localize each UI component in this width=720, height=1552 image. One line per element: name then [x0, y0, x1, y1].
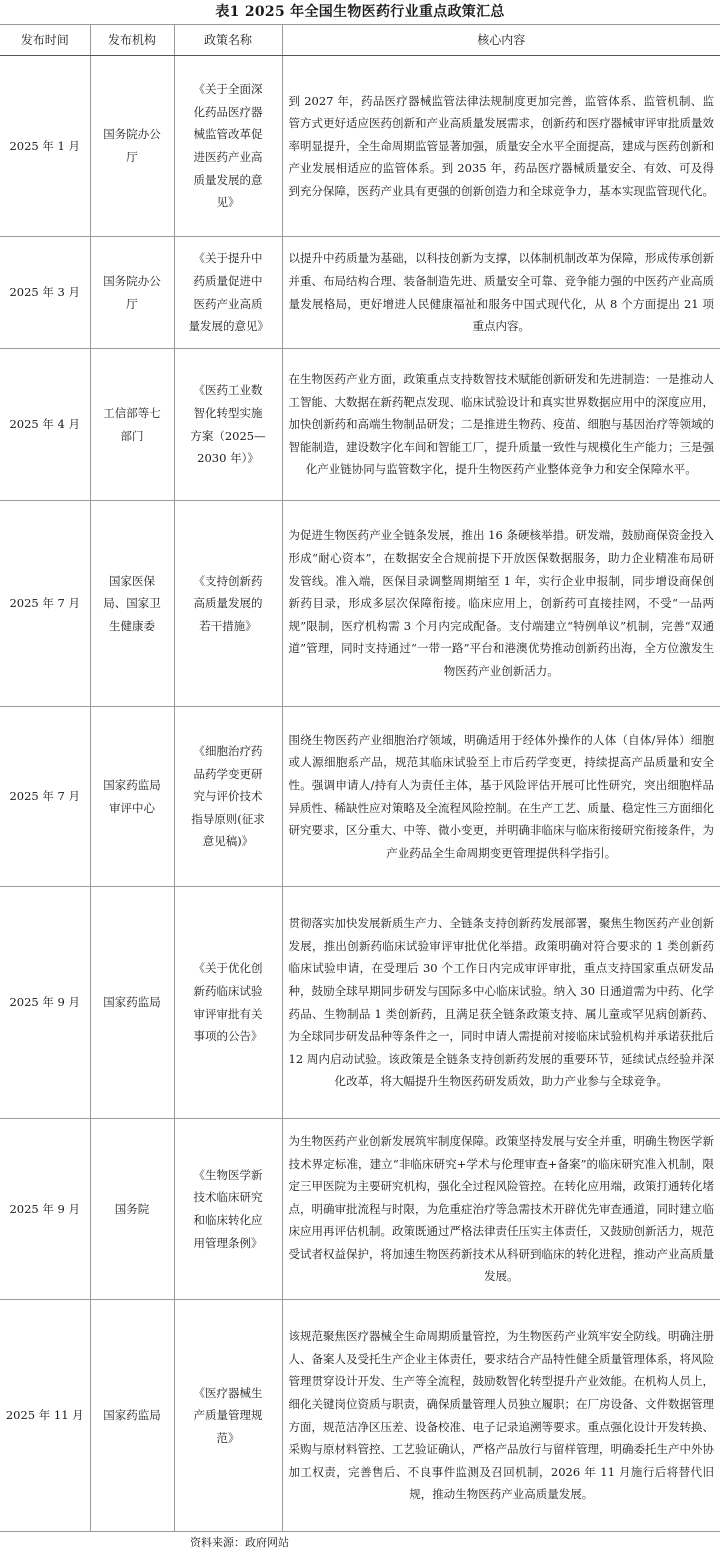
cell-policy-name: 《支持创新药高质量发展的若干措施》	[174, 501, 282, 707]
policy-table	[0, 24, 720, 1532]
cell-date: 2025 年 4 月	[0, 349, 90, 501]
cell-date: 2025 年 9 月	[0, 887, 90, 1119]
table-row	[0, 56, 720, 237]
table-row	[0, 1300, 720, 1532]
cell-policy-name: 《关于优化创新药临床试验审评审批有关事项的公告》	[174, 887, 282, 1119]
cell-org: 国家医保局、国家卫生健康委	[90, 501, 174, 707]
header-row	[0, 25, 720, 56]
cell-policy-name: 《生物医学新技术临床研究和临床转化应用管理条例》	[174, 1119, 282, 1300]
cell-org: 国家药监局审评中心	[90, 707, 174, 887]
header-content: 核心内容	[282, 25, 720, 56]
cell-date: 2025 年 7 月	[0, 501, 90, 707]
cell-content: 在生物医药产业方面，政策重点支持数智技术赋能创新研发和先进制造：一是推动人工智能、大数据在新药靶点发现、临床试验设计和真实世界数据应用中的深度应用，加快创新药和高端生物制品研发；二是推进生物药、疫苗、细胞与基因治疗等领域的智能制造，建设数字化车间和智能工厂，提升质量一致性与规模化生产能力；三是强化产业链协同与监管数字化，提升生物医药产业整体竞争力和安全保障水平。	[282, 349, 720, 501]
cell-org: 国务院办公厅	[90, 56, 174, 237]
cell-org: 工信部等七部门	[90, 349, 174, 501]
cell-policy-name: 《细胞治疗药品药学变更研究与评价技术指导原则(征求意见稿)》	[174, 707, 282, 887]
table-row	[0, 887, 720, 1119]
cell-date: 2025 年 1 月	[0, 56, 90, 237]
cell-policy-name: 《医药工业数智化转型实施方案（2025—2030 年）》	[174, 349, 282, 501]
cell-policy-name: 《关于全面深化药品医疗器械监管改革促进医药产业高质量发展的意见》	[174, 56, 282, 237]
cell-policy-name: 《医疗器械生产质量管理规范》	[174, 1300, 282, 1532]
cell-date: 2025 年 11 月	[0, 1300, 90, 1532]
cell-org: 国家药监局	[90, 887, 174, 1119]
cell-content: 贯彻落实加快发展新质生产力、全链条支持创新药发展部署，聚焦生物医药产业创新发展，推出创新药临床试验审评审批优化举措。政策明确对符合要求的 1 类创新药临床试验申请，在受理后 30 个工作日内完成审评审批，重点支持国家重点研发品种，鼓励全球早期同步研发与国际多中心临床试验。纳入 30 日通道需为中药、化学药品、生物制品 1 类创新药，且满足获全链条政策支持、属儿童或罕见病创新药、为全球同步研发品种等条件之一，同时申请人需提前对接临床试验机构并承诺获批后 12 周内启动试验。该政策是全链条支持创新药发展的重要环节，延续试点经验并深化改革，将大幅提升生物医药研发质效，助力产业参与全球竞争。	[282, 887, 720, 1119]
cell-policy-name: 《关于提升中药质量促进中医药产业高质量发展的意见》	[174, 237, 282, 349]
cell-org: 国家药监局	[90, 1300, 174, 1532]
cell-content: 为促进生物医药产业全链条发展，推出 16 条硬核举措。研发端，鼓励商保资金投入形成“耐心资本”，在数据安全合规前提下开放医保数据服务，助力企业精准布局研发管线。准入端，医保目录调整周期缩至 1 年，实行企业申报制，同步增设商保创新药目录，形成多层次保障衔接。临床应用上，创新药可直接挂网，不受“一品两规”限制，医疗机构需 3 个月内完成配备。支付端建立“特例单议”机制，完善“双通道”管理，同时支持通过“一带一路”平台和港澳优势推动创新药出海，全方位激发生物医药产业创新活力。	[282, 501, 720, 707]
cell-content: 围绕生物医药产业细胞治疗领域，明确适用于经体外操作的人体（自体/异体）细胞或人源细胞系产品，规范其临床试验至上市后药学变更，持续提高产品质量和安全性。强调申请人/持有人为责任主体，基于风险评估开展可比性研究，突出细胞样品异质性、稀缺性应对策略及全流程风险控制。在生产工艺、质量、稳定性三方面细化研究要求，区分重大、中等、微小变更，并明确非临床与临床衔接研究衔接条件，为产业药品全生命周期变更管理提供科学指引。	[282, 707, 720, 887]
table-row	[0, 349, 720, 501]
header-date: 发布时间	[0, 25, 90, 56]
cell-org: 国务院	[90, 1119, 174, 1300]
cell-date: 2025 年 7 月	[0, 707, 90, 887]
cell-content: 为生物医药产业创新发展筑牢制度保障。政策坚持发展与安全并重，明确生物医学新技术界定标准，建立“非临床研究+学术与伦理审查+备案”的临床研究准入机制，限定三甲医院为主要研究机构，强化全过程风险管控。在转化应用端，政策打通转化堵点，明确审批流程与时限，为危重症治疗等急需技术开辟优先审查通道，同时建立临床应用再评估机制。政策既通过严格法律责任压实主体责任，又鼓励创新活力，规范受试者权益保护，将加速生物医药新技术从科研到临床的转化进程，推动产业高质量发展。	[282, 1119, 720, 1300]
cell-content: 到 2027 年，药品医疗器械监管法律法规制度更加完善，监管体系、监管机制、监管方式更好适应医药创新和产业高质量发展需求，创新药和医疗器械审评审批质量效率明显提升，全生命周期监管显著加强，质量安全水平全面提高，建成与医药创新和产业发展相适应的监管体系。到 2035 年，药品医疗器械质量安全、有效、可及得到充分保障，医药产业具有更强的创新创造力和全球竞争力，基本实现监管现代化。	[282, 56, 720, 237]
table-caption: 表1 2025 年全国生物医药行业重点政策汇总	[215, 4, 505, 20]
cell-date: 2025 年 9 月	[0, 1119, 90, 1300]
cell-date: 2025 年 3 月	[0, 237, 90, 349]
header-name: 政策名称	[174, 25, 282, 56]
header-org: 发布机构	[90, 25, 174, 56]
cell-org: 国务院办公厅	[90, 237, 174, 349]
cell-content: 该规范聚焦医疗器械全生命周期质量管控，为生物医药产业筑牢安全防线。明确注册人、备案人及受托生产企业主体责任，要求结合产品特性健全质量管理体系，将风险管理贯穿设计开发、生产等全流程，鼓励数智化转型提升产业效能。在机构人员上，细化关键岗位资质与职责，确保质量管理人员独立履职；在厂房设备、文件数据管理方面，规范洁净区压差、设备校准、电子记录追溯等要求。重点强化设计开发转换、采购与原材料管控、工艺验证确认，严格产品放行与留样管理，明确委托生产中外协加工权责，完善售后、不良事件监测及召回机制，2026 年 11 月施行后将替代旧规，推动生物医药产业高质量发展。	[282, 1300, 720, 1532]
cell-content: 以提升中药质量为基础，以科技创新为支撑，以体制机制改革为保障，形成传承创新并重、布局结构合理、装备制造先进、质量安全可靠、竞争能力强的中医药产业高质量发展格局，更好增进人民健康福祉和服务中国式现代化，从 8 个方面提出 21 项重点内容。	[282, 237, 720, 349]
table-row	[0, 501, 720, 707]
table-row	[0, 1119, 720, 1300]
table-row	[0, 237, 720, 349]
table-row	[0, 707, 720, 887]
source-note: 资料来源：政府网站	[190, 1536, 289, 1549]
